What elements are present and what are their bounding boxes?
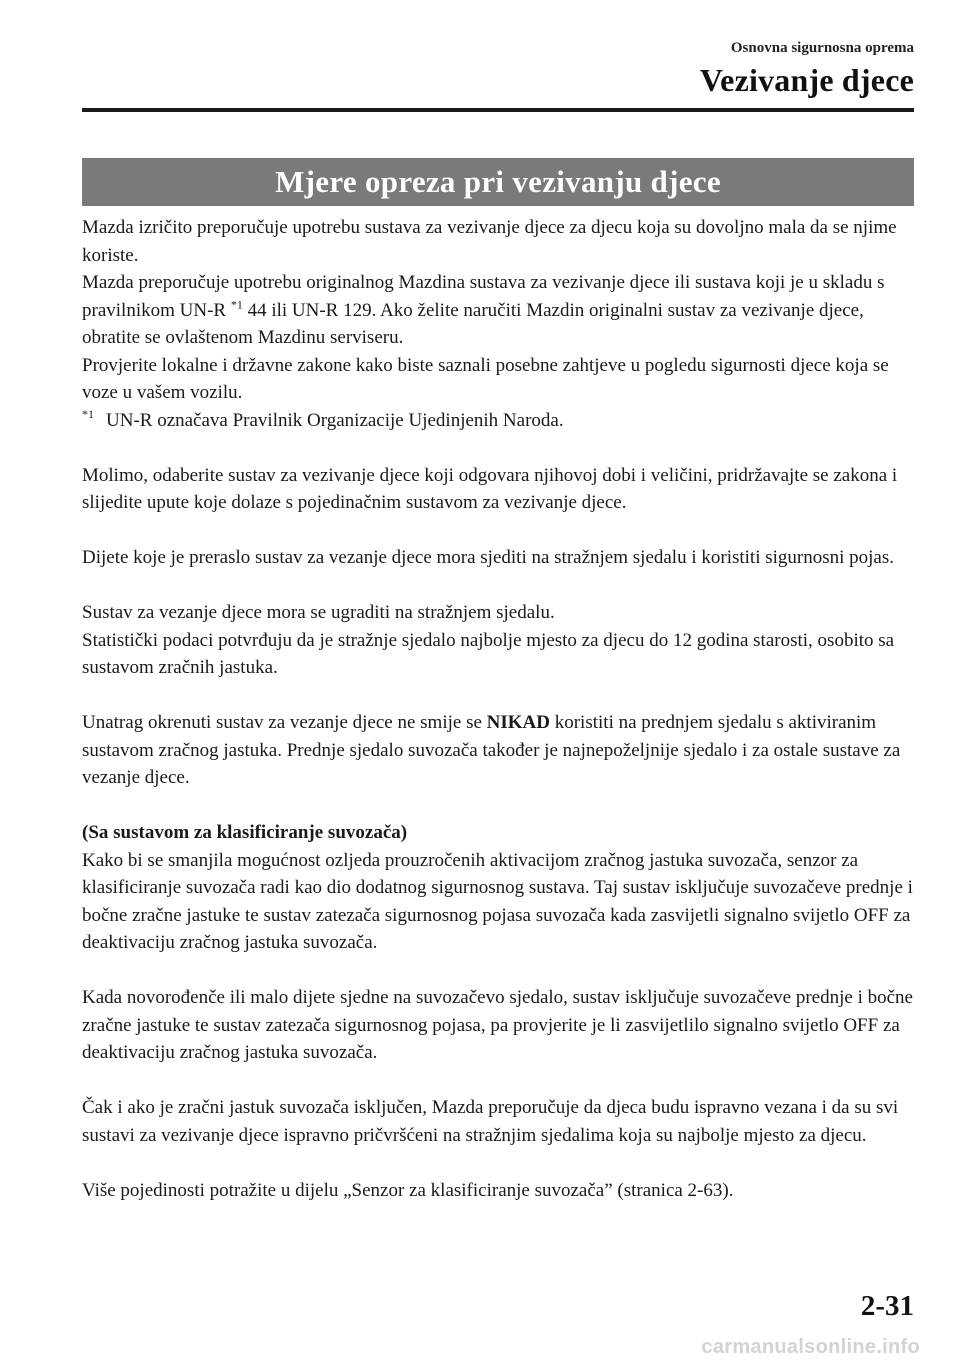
paragraph-2-start: Mazda preporučuje upotrebu originalnog Mazdina sustava za vezivanje djece ili sustava koji je u skladu s pravilnikom UN-R	[82, 272, 885, 321]
section-banner	[82, 158, 914, 206]
paragraph-3: Provjerite lokalne i državne zakone kako biste saznali posebne zahtjeve u pogledu sigurnosti djece koja se voze u vašem vozilu.	[82, 354, 889, 403]
spacer	[82, 517, 914, 545]
footnote-reference: *1	[230, 297, 243, 312]
paragraph-6: Sustav za vezanje djece mora se ugraditi na stražnjem sjedalu.	[82, 602, 555, 623]
header-chapter-title: Vezivanje djece	[699, 62, 914, 98]
paragraph-12: Više pojedinosti potražite u dijelu „Senzor za klasificiranje suvozača” (stranica 2-63).	[82, 1179, 734, 1201]
paragraph-8	[82, 709, 914, 792]
spacer	[82, 792, 914, 820]
header-section-label: Osnovna sigurnosna oprema	[730, 40, 914, 56]
section-title: Mjere opreza pri vezivanju djece	[275, 164, 721, 199]
footnote	[82, 407, 914, 435]
page-number: 2-31	[860, 1290, 914, 1322]
paragraph-11: Čak i ako je zračni jastuk suvozača isključen, Mazda preporučuje da djeca budu ispravno vezana i da su svi sustavi za vezivanje djece ispravno pričvršćeni na stražnjim sjedalima koja su najbolje mjesto za djecu.	[82, 1097, 899, 1146]
paragraph-2-end: 44 ili UN-R 129. Ako želite naručiti Mazdin originalni sustav za vezivanje djece, obratite se ovlaštenom Mazdinu serviseru.	[82, 299, 864, 348]
subheading: (Sa sustavom za klasificiranje suvozača)	[82, 822, 408, 843]
spacer	[82, 682, 914, 710]
spacer	[82, 434, 914, 462]
paragraph-5: Dijete koje je preraslo sustav za vezanje djece mora sjediti na stražnjem sjedalu i koristiti sigurnosni pojas.	[82, 547, 895, 568]
paragraph-7: Statistički podaci potvrđuju da je stražnje sjedalo najbolje mjesto za djecu do 12 godina starosti, osobito sa sustavom zračnih jastuka.	[82, 629, 895, 678]
paragraph-10: Kada novorođenče ili malo dijete sjedne na suvozačevo sjedalo, sustav isključuje suvozačeve prednje i bočne zračne jastuke te sustav zatezača sigurnosnog pojasa, pa provjerite je li zasvijetlilo signalno svijetlo OFF za deaktivaciju zračnog jastuka suvozača.	[82, 987, 913, 1063]
spacer	[82, 1149, 914, 1177]
footnote-text: UN-R označava Pravilnik Organizacije Ujedinjenih Naroda.	[106, 409, 564, 431]
paragraph-1: Mazda izričito preporučuje upotrebu sustava za vezivanje djece za djecu koja su dovoljno mala da se njime koriste.	[82, 217, 897, 266]
emphasis-never: NIKAD	[486, 712, 550, 733]
watermark: carmanualsonline.info	[701, 1336, 920, 1358]
paragraph-4: Molimo, odaberite sustav za vezivanje djece koji odgovara njihovoj dobi i veličini, pridržavajte se zakona i slijedite upute koje dolaze s pojedinačnim sustavom za vezivanje djece.	[82, 464, 898, 513]
spacer	[82, 572, 914, 600]
body-content	[82, 214, 914, 1204]
paragraph-8-end: koristiti na prednjem sjedalu s aktiviranim sustavom zračnog jastuka. Prednje sjedalo suvozača također je najnepoželjnije sjedalo i za ostale sustave za vezanje djece.	[82, 712, 901, 788]
paragraph-9: Kako bi se smanjila mogućnost ozljeda prouzročenih aktivacijom zračnog jastuka suvozača, senzor za klasificiranje suvozača radi kao dio dodatnog sigurnosnog sustava. Taj sustav isključuje suvozačeve prednje i bočne zračne jastuke te sustav zatezača sigurnosnog pojasa suvozača kada zasvijetli signalno svijetlo OFF za deaktivaciju zračnog jastuka suvozača.	[82, 849, 913, 953]
paragraph-8-start: Unatrag okrenuti sustav za vezanje djece ne smije se	[82, 712, 487, 733]
footnote-mark: *1	[82, 407, 94, 422]
header-rule	[82, 108, 914, 112]
spacer	[82, 957, 914, 985]
spacer	[82, 1067, 914, 1095]
paragraph-2	[82, 269, 914, 352]
